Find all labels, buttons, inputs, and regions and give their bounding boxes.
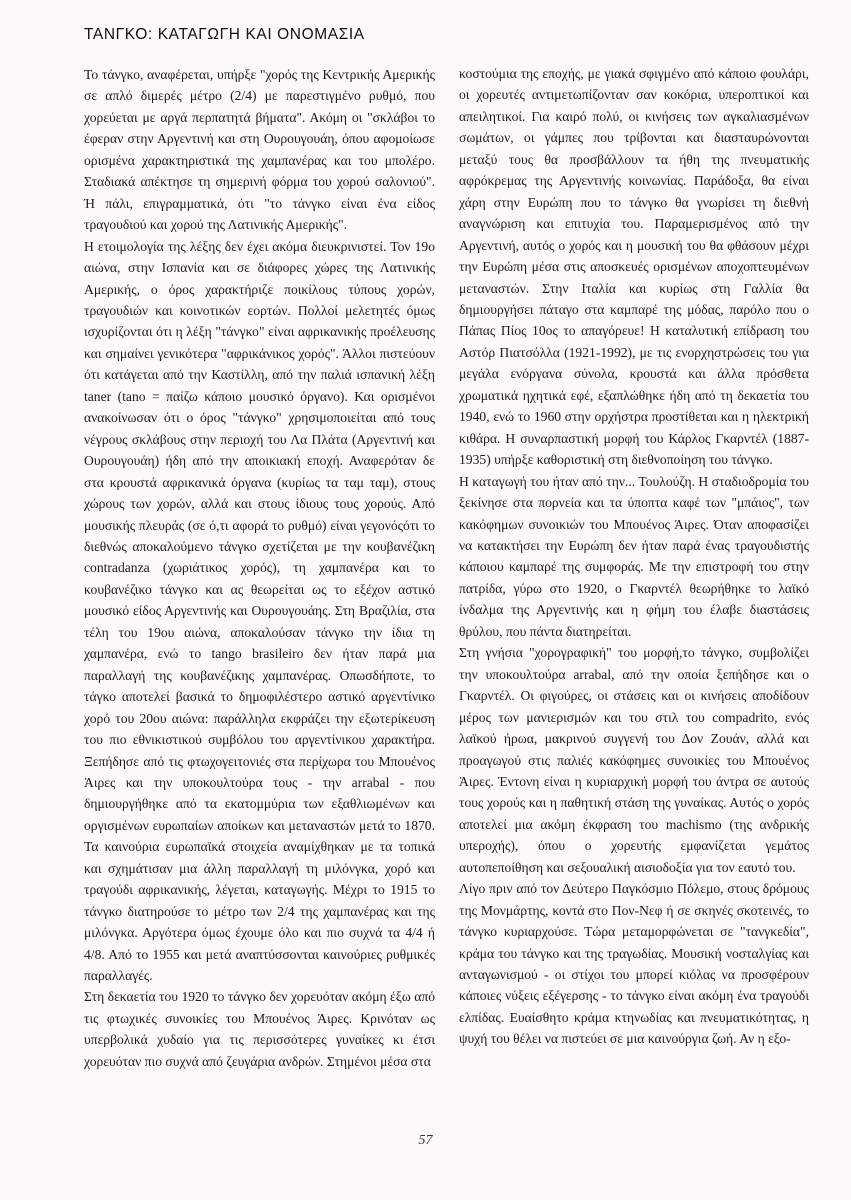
paragraph: Το τάνγκο, αναφέρεται, υπήρξε "χορός της Κεντρικής Αμερικής σε απλό διμερές μέτρο (2/4) με παρεστιγμένο ρυθμό, που χορεύεται με αργά περπατητά βήματα". Ακόμη οι "σκλάβοι το έφεραν στην Αργεντινή και στη Ουρουγουάη, όπου αφομοίωσε ορισμένα χαρακτηριστικά της χαμπανέρας και του μπολέρο. Σταδιακά απέκτησε τη σημερινή φόρμα του χορού σαλονιού". Ή πάλι, επιγραμματικά, ότι "το τάνγκο είναι ένα είδος τραγουδιού και χορού της Λατινικής Αμερικής".: [84, 67, 435, 233]
paragraph: Στη γνήσια "χορογραφική" του μορφή,το τάνγκο, συμβολίζει την υποκουλτούρα arrabal, από την οποία ξεπήδησε και ο Γκαρντέλ. Οι φιγούρες, οι στάσεις και οι κινήσεις αποδίδουν μέρος των μανιερισμών και του στιλ του compadrito, ενός λαϊκού ήρωα, μακρινού συγγενή του Δον Ζουάν, αλλά και προαγωγού στις παλιές κακόφημες συνοικίες του Μπουένος Άιρες. Έντονη είναι η κυριαρχική μορφή του άντρα σε αυτούς τους χορούς και η παθητική στάση της γυναίκας. Αυτός ο χορός αποτελεί μια ακόμη έκφραση του machismo (της ανδρικής υπεροχής), όπου ο χορευτής εμφανίζεται γεμάτος αυτοπεποίθηση και σεξουαλική αισιοδοξία για τον εαυτό του.: [459, 645, 809, 875]
page-title: ΤΑΝΓΚΟ: ΚΑΤΑΓΩΓΗ ΚΑΙ ΟΝΟΜΑΣΙΑ: [84, 26, 365, 43]
paragraph: Στη δεκαετία του 1920 το τάνγκο δεν χορευόταν ακόμη έξω από τις φτωχικές συνοικίες του Μπουένος Άιρες. Κρινόταν ως υπερβολικά χυδαίο για τις περισσότερες γυναίκες κι έτσι χορευόταν πιο συχνά από ζευγάρια ανδρών. Στημένοι μέσα στα: [84, 989, 435, 1069]
page-number: 57: [418, 1133, 433, 1148]
left-column: [84, 64, 435, 1072]
paragraph: Η ετοιμολογία της λέξης δεν έχει ακόμα διευκρινιστεί. Τον 19ο αιώνα, στην Ισπανία και σε διάφορες χώρες της Λατινικής Αμερικής, ο όρος χαρακτήριζε ποικίλους τύπους χορών, τραγουδιών και κοινοτικών εορτών. Πολλοί μελετητές όμως ισχυρίζονται ότι η λέξη "τάνγκο" είναι αφρικανικής προέλευσης και σημαίνει γενικότερα "αφρικάνικος χορός". Άλλοι πιστεύουν ότι κατάγεται από την Καστίλλη, από την παλιά ισπανική λέξη taner (tano = παίζω κάποιο μουσικό όργανο). Και ορισμένοι ανακοίνωσαν ότι ο όρος "τάνγκο" χρησιμοποιείται από τους νέγρους σκλάβους στην περιοχή του Λα Πλάτα (Αργεντινή και Ουρουγουάη) ήδη από την αποικιακή εποχή. Αναφερόταν δε στα κρουστά αφρικανικά όργανα (κυρίως τα ταμ ταμ), στους χώρους των χορών, αλλά και στους ίδιους τους χορούς. Από μουσικής πλευράς (σε ό,τι αφορά το ρυθμό) είναι γεγονόςότι το διεθνώς αποκαλούμενο τάνγκο σχετίζεται με την κουβανέζικη contradanza (χωριάτικος χορός), τη χαμπανέρα και το κουβανέζικο τάνγκο και ας θεωρείται ως το εξέχον αστικό μουσικό είδος Αργεντινής και Ουρουγουάης. Στη Βραζιλία, στα τέλη του 19ου αιώνα, αποκαλούσαν τάνγκο την ίδια τη χαμπανέρα, ενώ το tango brasileiro δεν ήταν παρά μια παραλλαγή της κουβανέζικης χαμπανέρας. Οπωσδήποτε, το τάγκο αποτελεί βασικά το δημοφιλέστερο αστικό αργεντίνικο χορό του 20ου αιώνα: παράλληλα εκφράζει την εξωτερίκευση του πιο εθνικιστικού συμβόλου του αργεντίνικου χαρακτήρα. Ξεπήδησε από τις φτωχογειτονιές στα περίχωρα του Μπουένος Άιρες και την υποκουλτούρα τους - την arrabal - που δημιουργήθηκε από τα εκατομμύρια των εξαθλιωμένων και οργισμένων ευρωπαίων αποίκων και μεταναστών μετά το 1870. Τα καινούρια ευρωπαϊκά στοιχεία αναμίχθηκαν με τα τοπικά και σχημάτισαν μια άλλη παραλλαγή τη μιλόνγκα, χορό και τραγούδι αφρικανικής, λέγεται, καταγωγής. Μέχρι το 1915 το τάνγκο διατηρούσε το μέτρο των 2/4 της χαμπανέρας και της μιλόνγκα. Αργότερα όμως έχουμε όλο και πιο συχνά τα 4/4 ή 4/8. Από το 1955 και μετά αναπτύσσονται καινούριες ρυθμικές παραλλαγές.: [84, 238, 435, 984]
right-column: [459, 63, 809, 1050]
paragraph: κοστούμια της εποχής, με γιακά σφιγμένο από κάποιο φουλάρι, οι χορευτές αντιμετωπίζονταν σαν κοκόρια, υπεροπτικοί και απειλητικοί. Για καιρό πολύ, οι κινήσεις των αγκαλιασμένων σωμάτων, οι γάμπες που τρίβονται και διασταυρώνονται μεταξύ τους θα προσβάλλουν τα ήθη της πνευματικής αφρόκρεμας της Αργεντινής κοινωνίας. Παράδοξα, θα είναι χάρη στην Ευρώπη που το τάνγκο θα γνωρίσει τη διεθνή αναγνώριση και επιτυχία του. Παραμερισμένος από την Αργεντινή, αυτός ο χορός και η μουσική του θα φθάσουν μέχρι την Ευρώπη μέσα στις αποσκευές ορισμένων αποχοπτευμένων μεταναστών. Στην Ιταλία και κυρίως στη Γαλλία θα δημιουργήσει πάταγο στα καμπαρέ της μόδας, παρόλο που ο Πάπας Πίος 10ος το απαγόρευε! Η καταλυτική επίδραση του Αστόρ Πιατσόλλα (1921-1992), με τις ενορχηστρώσεις του για μεγάλα ενόργανα σύνολα, κρουστά και άλλα πρόσθετα χρωματικά ηχητικά εφέ, εξαπλώθηκε ήδη από τη δεκαετία του 1940, ενώ το 1960 στην ορχήστρα προστίθεται και η ηλεκτρική κιθάρα. Η συναρπαστική μορφή του Κάρλος Γκαρντέλ (1887-1935) υπήρξε καθοριστική στη διεθνοποίηση του τάνγκο.: [459, 66, 809, 468]
paragraph: Η καταγωγή του ήταν από την... Τουλούζη. Η σταδιοδρομία του ξεκίνησε στα πορνεία και τα ύποπτα καφέ των "μπάιος", των κακόφημων συνοικιών του Μπουένος Άιρες. Όταν αποφασίζει να κατακτήσει την Ευρώπη δεν ήταν παρά ένας τραγουδιστής κάποιου καμπαρέ της συμφοράς. Με την επιστροφή του στην πατρίδα, γύρω στο 1920, ο Γκαρντέλ θεωρήθηκε το λαϊκό ίνδαλμα της Αργεντινής και η φήμη του έλαβε διαστάσεις θρύλου, που πάντα διατηρείται.: [459, 473, 809, 639]
paragraph: Λίγο πριν από τον Δεύτερο Παγκόσμιο Πόλεμο, στους δρόμους της Μονμάρτης, κοντά στο Πον-Νεφ ή σε σκηνές σκοτεινές, το τάνγκο κυριαρχούσε. Τώρα μεταμορφώνεται σε "τανγκεδία", κράμα του τάνγκο και της τραγωδίας. Μουσική νοσταλγίας και ανταγωνισμού - οι στίχοι του μπορεί κιόλας να προσφέρουν κάποιες νύξεις εξέγερσης - το τάνγκο είναι ακόμη ένα τραγούδι ελπίδας. Ευαίσθητο κράμα κτηνωδίας και πνευματικότητας, η ψυχή του θέλει να πιστεύει σε μια καινούργια ζωή. Αν η εξο-: [459, 881, 809, 1047]
